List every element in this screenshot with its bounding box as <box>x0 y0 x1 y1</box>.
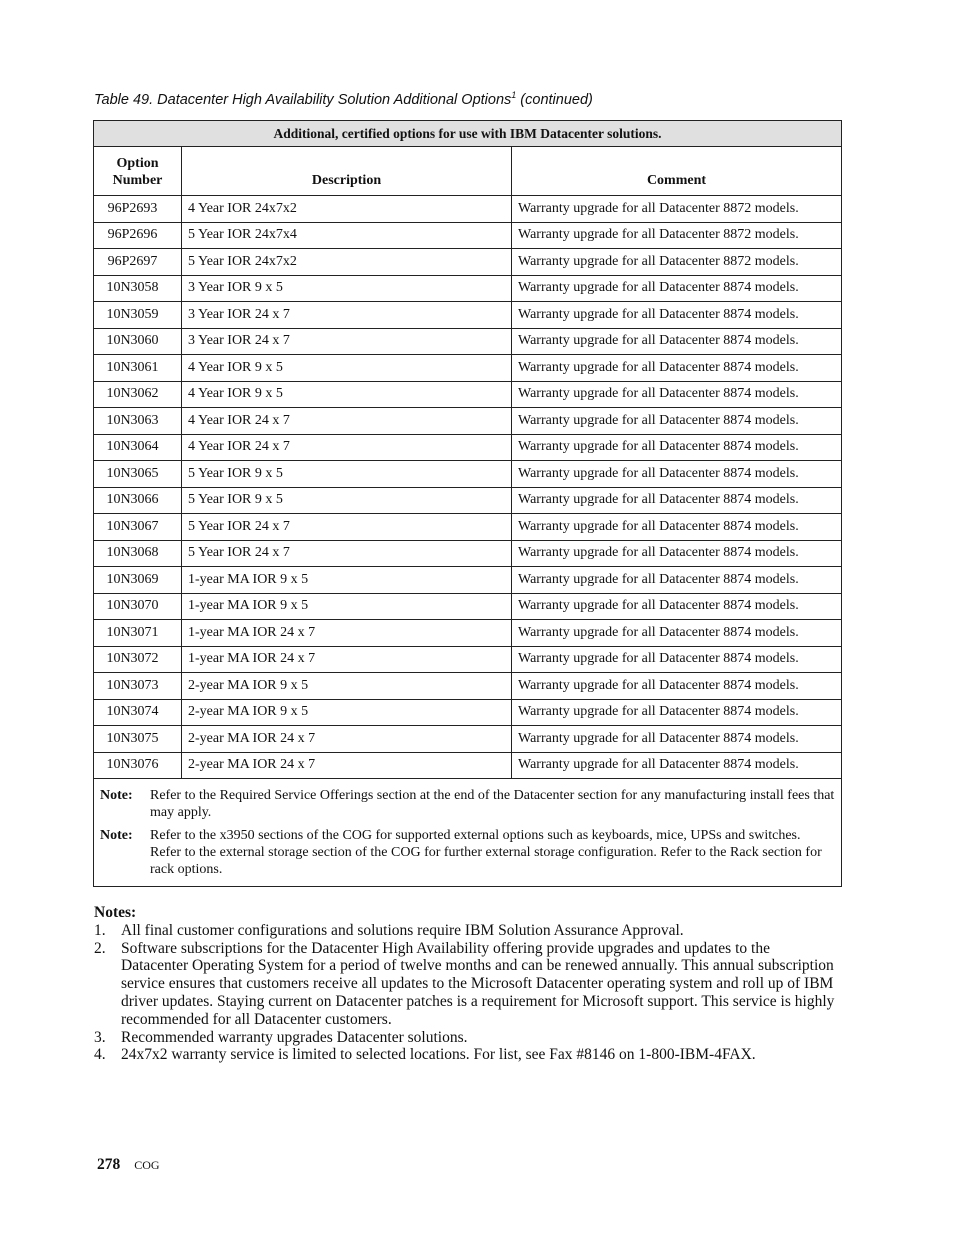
description-cell: 4 Year IOR 9 x 5 <box>182 355 512 382</box>
table-body <box>94 196 842 779</box>
comment-cell: Warranty upgrade for all Datacenter 8874 models. <box>512 408 842 435</box>
note-number: 4. <box>94 1046 106 1064</box>
option-number-cell: 10N3064 <box>94 434 182 461</box>
table-header-row <box>94 147 842 196</box>
description-cell: 2-year MA IOR 9 x 5 <box>182 673 512 700</box>
table-row <box>94 249 842 276</box>
header-option-line1: Option <box>116 156 159 171</box>
description-cell: 5 Year IOR 24x7x2 <box>182 249 512 276</box>
description-cell: 3 Year IOR 24 x 7 <box>182 302 512 329</box>
notes-title: Notes: <box>94 904 137 921</box>
description-cell: 1-year MA IOR 24 x 7 <box>182 620 512 647</box>
option-number-cell: 10N3059 <box>94 302 182 329</box>
table-row <box>94 328 842 355</box>
notes-section <box>94 904 839 1064</box>
table-row <box>94 355 842 382</box>
comment-cell: Warranty upgrade for all Datacenter 8874 models. <box>512 434 842 461</box>
option-number-cell: 96P2696 <box>94 222 182 249</box>
note-number: 1. <box>94 921 106 939</box>
comment-cell: Warranty upgrade for all Datacenter 8874 models. <box>512 646 842 673</box>
comment-cell: Warranty upgrade for all Datacenter 8874 models. <box>512 699 842 726</box>
description-cell: 4 Year IOR 24 x 7 <box>182 434 512 461</box>
note-text: Refer to the x3950 sections of the COG for supported external options such as keyboards, mice, UPSs and switches. Refer to the external storage section of the COG for further external storage configuration. Refer to the Rack section for rack options. <box>150 828 822 877</box>
caption-footnote-ref: 1 <box>511 90 517 100</box>
note-item-text: Recommended warranty upgrades Datacenter solutions. <box>121 1028 468 1046</box>
caption-suffix: (continued) <box>516 91 593 108</box>
comment-cell: Warranty upgrade for all Datacenter 8874 models. <box>512 514 842 541</box>
option-number-cell: 10N3067 <box>94 514 182 541</box>
comment-cell: Warranty upgrade for all Datacenter 8874 models. <box>512 726 842 753</box>
table-notes <box>94 779 842 887</box>
comment-cell: Warranty upgrade for all Datacenter 8874 models. <box>512 381 842 408</box>
option-number-cell: 10N3060 <box>94 328 182 355</box>
comment-cell: Warranty upgrade for all Datacenter 8874 models. <box>512 461 842 488</box>
option-number-cell: 10N3068 <box>94 540 182 567</box>
table-row <box>94 381 842 408</box>
comment-cell: Warranty upgrade for all Datacenter 8874 models. <box>512 752 842 779</box>
comment-cell: Warranty upgrade for all Datacenter 8874 models. <box>512 355 842 382</box>
description-cell: 5 Year IOR 24x7x4 <box>182 222 512 249</box>
notes-list <box>94 922 839 1064</box>
options-table <box>93 120 842 887</box>
option-number-cell: 10N3076 <box>94 752 182 779</box>
comment-cell: Warranty upgrade for all Datacenter 8872 models. <box>512 222 842 249</box>
description-cell: 5 Year IOR 24 x 7 <box>182 514 512 541</box>
table-row <box>94 487 842 514</box>
option-number-cell: 96P2693 <box>94 196 182 223</box>
comment-cell: Warranty upgrade for all Datacenter 8874 models. <box>512 328 842 355</box>
description-cell: 4 Year IOR 24x7x2 <box>182 196 512 223</box>
page-number: 278 <box>97 1156 121 1173</box>
table-row <box>94 699 842 726</box>
note-item <box>94 1029 839 1047</box>
note-item <box>94 922 839 940</box>
note-item <box>94 1046 839 1064</box>
table-row <box>94 196 842 223</box>
description-cell: 1-year MA IOR 9 x 5 <box>182 567 512 594</box>
comment-cell: Warranty upgrade for all Datacenter 8874 models. <box>512 275 842 302</box>
table-row <box>94 673 842 700</box>
caption-text: Table 49. Datacenter High Availability Solution Additional Options <box>94 91 512 108</box>
comment-cell: Warranty upgrade for all Datacenter 8874 models. <box>512 567 842 594</box>
note-item-text: All final customer configurations and solutions require IBM Solution Assurance Approval. <box>121 921 684 939</box>
table-banner: Additional, certified options for use with IBM Datacenter solutions. <box>94 121 842 147</box>
option-number-cell: 10N3063 <box>94 408 182 435</box>
description-cell: 5 Year IOR 9 x 5 <box>182 461 512 488</box>
table-row <box>94 540 842 567</box>
option-number-cell: 10N3072 <box>94 646 182 673</box>
comment-cell: Warranty upgrade for all Datacenter 8874 models. <box>512 620 842 647</box>
table-row <box>94 434 842 461</box>
comment-cell: Warranty upgrade for all Datacenter 8872 models. <box>512 196 842 223</box>
comment-cell: Warranty upgrade for all Datacenter 8874 models. <box>512 487 842 514</box>
description-cell: 3 Year IOR 9 x 5 <box>182 275 512 302</box>
description-cell: 5 Year IOR 9 x 5 <box>182 487 512 514</box>
note-item-text: 24x7x2 warranty service is limited to selected locations. For list, see Fax #8146 on 1-800-IBM-4FAX. <box>121 1046 756 1064</box>
description-cell: 1-year MA IOR 24 x 7 <box>182 646 512 673</box>
description-cell: 2-year MA IOR 24 x 7 <box>182 726 512 753</box>
header-option-line2: Number <box>112 173 163 188</box>
note-number: 3. <box>94 1028 106 1046</box>
comment-cell: Warranty upgrade for all Datacenter 8874 models. <box>512 593 842 620</box>
description-cell: 5 Year IOR 24 x 7 <box>182 540 512 567</box>
option-number-cell: 96P2697 <box>94 249 182 276</box>
option-number-cell: 10N3062 <box>94 381 182 408</box>
table-row <box>94 302 842 329</box>
table-caption <box>94 90 593 108</box>
option-number-cell: 10N3069 <box>94 567 182 594</box>
table-note <box>100 827 835 878</box>
table-row <box>94 620 842 647</box>
page-footer <box>97 1156 160 1174</box>
comment-cell: Warranty upgrade for all Datacenter 8874 models. <box>512 673 842 700</box>
description-cell: 3 Year IOR 24 x 7 <box>182 328 512 355</box>
header-comment: Comment <box>512 147 842 196</box>
table-note <box>100 787 835 821</box>
option-number-cell: 10N3066 <box>94 487 182 514</box>
option-number-cell: 10N3070 <box>94 593 182 620</box>
note-label: Note: <box>100 828 133 843</box>
description-cell: 2-year MA IOR 24 x 7 <box>182 752 512 779</box>
table-row <box>94 461 842 488</box>
option-number-cell: 10N3061 <box>94 355 182 382</box>
table-row <box>94 408 842 435</box>
note-label: Note: <box>100 788 133 803</box>
table-row <box>94 593 842 620</box>
table-row <box>94 646 842 673</box>
description-cell: 4 Year IOR 9 x 5 <box>182 381 512 408</box>
comment-cell: Warranty upgrade for all Datacenter 8872 models. <box>512 249 842 276</box>
description-cell: 1-year MA IOR 9 x 5 <box>182 593 512 620</box>
table-row <box>94 222 842 249</box>
document-name: COG <box>134 1158 160 1172</box>
table-row <box>94 275 842 302</box>
option-number-cell: 10N3058 <box>94 275 182 302</box>
note-item-text: Software subscriptions for the Datacenter High Availability offering provide upgrades and updates to the Datacenter Operating System for a period of twelve months and can be renewed annually. This annual subscription service ensures that customers receive all updates to the Microsoft Datacenter operating system and roll up of IBM driver updates. Staying current on Datacenter patches is a requirement for Microsoft support. This service is highly recommended for all Datacenter customers. <box>121 939 835 1028</box>
description-cell: 4 Year IOR 24 x 7 <box>182 408 512 435</box>
comment-cell: Warranty upgrade for all Datacenter 8874 models. <box>512 540 842 567</box>
table-row <box>94 567 842 594</box>
option-number-cell: 10N3071 <box>94 620 182 647</box>
table-row <box>94 514 842 541</box>
note-number: 2. <box>94 939 106 957</box>
table-row <box>94 726 842 753</box>
header-description: Description <box>182 147 512 196</box>
comment-cell: Warranty upgrade for all Datacenter 8874 models. <box>512 302 842 329</box>
option-number-cell: 10N3075 <box>94 726 182 753</box>
option-number-cell: 10N3073 <box>94 673 182 700</box>
description-cell: 2-year MA IOR 9 x 5 <box>182 699 512 726</box>
note-text: Refer to the Required Service Offerings section at the end of the Datacenter section for any manufacturing install fees that may apply. <box>150 788 835 820</box>
table-row <box>94 752 842 779</box>
note-item <box>94 940 839 1029</box>
option-number-cell: 10N3065 <box>94 461 182 488</box>
option-number-cell: 10N3074 <box>94 699 182 726</box>
header-option-number <box>94 147 182 196</box>
